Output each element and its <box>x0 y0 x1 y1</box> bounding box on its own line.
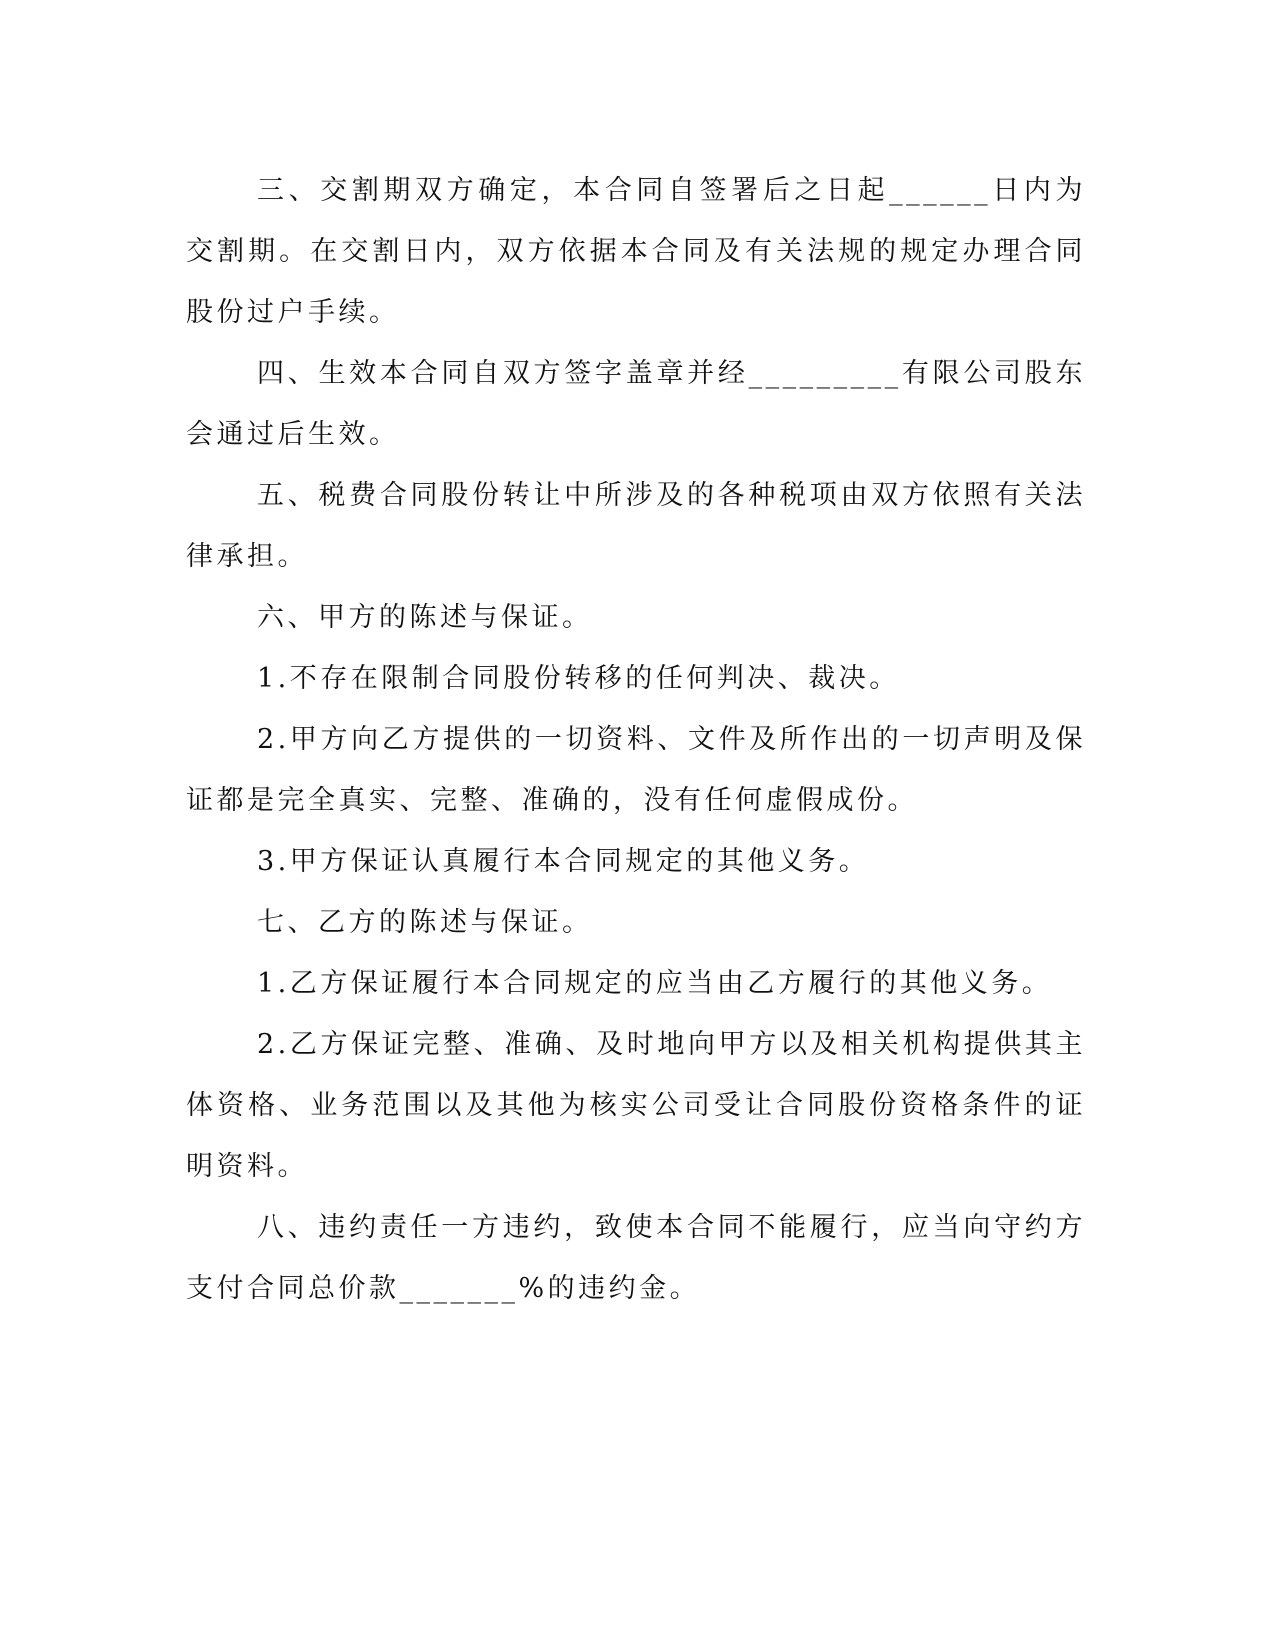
clause-effectiveness: 四、生效本合同自双方签字盖章并经_________有限公司股东会通过后生效。 <box>186 358 1086 450</box>
clause-taxes: 五、税费合同股份转让中所涉及的各种税项由双方依照有关法律承担。 <box>186 480 1086 572</box>
clause-party-a-item-2: 2.甲方向乙方提供的一切资料、文件及所作出的一切声明及保证都是完全真实、完整、准确的，没有任何虚假成份。 <box>186 724 1086 816</box>
clause-party-a-item-3: 3.甲方保证认真履行本合同规定的其他义务。 <box>257 846 870 877</box>
clause-party-b-item-2: 2.乙方保证完整、准确、及时地向甲方以及相关机构提供其主体资格、业务范围以及其他为核实公司受让合同股份资格条件的证明资料。 <box>186 1029 1086 1182</box>
clause-party-a-item-1: 1.不存在限制合同股份转移的任何判决、裁决。 <box>257 663 900 694</box>
clause-delivery-period: 三、交割期双方确定，本合同自签署后之日起______日内为交割期。在交割日内，双方依据本合同及有关法规的规定办理合同股份过户手续。 <box>186 175 1086 328</box>
clause-party-b-item-1: 1.乙方保证履行本合同规定的应当由乙方履行的其他义务。 <box>257 968 1053 999</box>
document-body <box>186 160 1086 1319</box>
clause-breach-liability: 八、违约责任一方违约，致使本合同不能履行，应当向守约方支付合同总价款_______%的违约金。 <box>186 1212 1086 1304</box>
clause-party-a-heading: 六、甲方的陈述与保证。 <box>257 602 593 633</box>
clause-party-b-heading: 七、乙方的陈述与保证。 <box>257 907 593 938</box>
